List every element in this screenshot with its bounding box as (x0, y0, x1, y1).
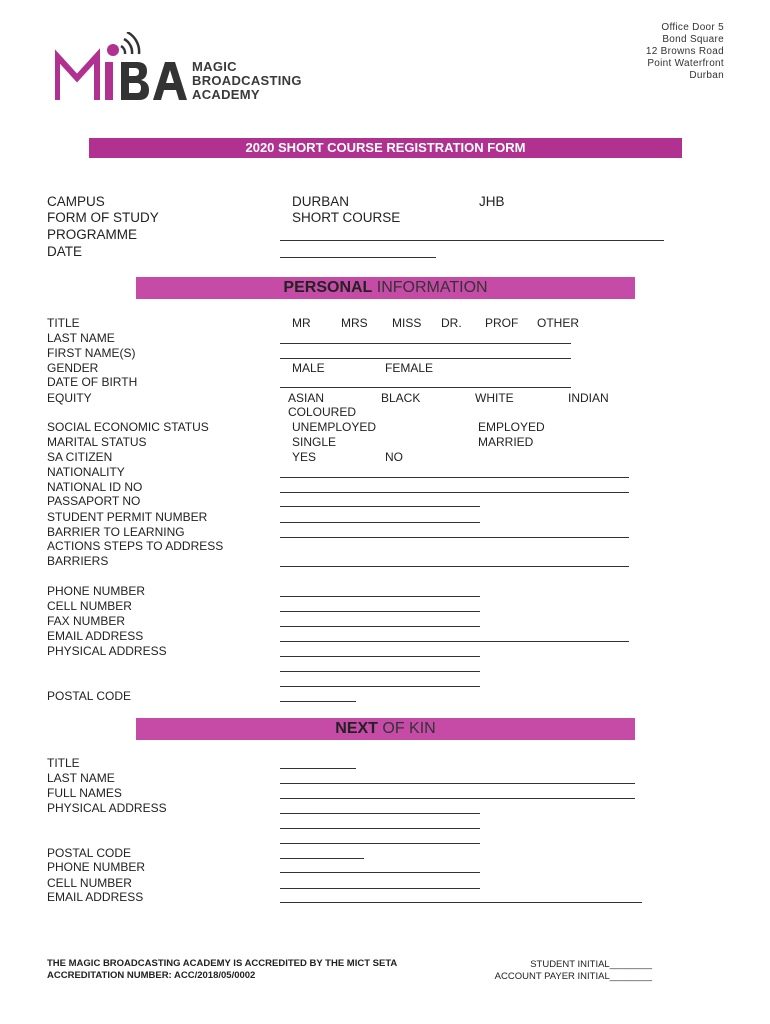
heading-bold: PERSONAL (283, 279, 373, 296)
form-title: 2020 SHORT COURSE REGISTRATION FORM (245, 140, 526, 155)
passport-field[interactable] (280, 506, 480, 507)
title-option-mr[interactable]: MR (292, 316, 311, 330)
address-line: Durban (689, 70, 724, 81)
passport-label: PASSAPORT NO (47, 494, 141, 508)
kin-cell-field[interactable] (280, 888, 480, 889)
campus-label: CAMPUS (47, 194, 105, 209)
gender-option-female[interactable]: FEMALE (385, 361, 434, 375)
nationality-field[interactable] (280, 477, 629, 478)
physical-address-label: PHYSICAL ADDRESS (47, 644, 167, 658)
last-name-label: LAST NAME (47, 331, 115, 345)
accreditation-statement: THE MAGIC BROADCASTING ACADEMY IS ACCREDITED BY THE MICT SETA (47, 958, 398, 969)
fax-field[interactable] (280, 626, 480, 627)
logo-word: ACADEMY (192, 87, 260, 102)
kin-postal-code-label: POSTAL CODE (47, 846, 132, 860)
title-option-mrs[interactable]: MRS (341, 316, 368, 330)
kin-email-label: EMAIL ADDRESS (47, 890, 144, 904)
kin-title-field[interactable] (280, 768, 356, 769)
kin-last-name-label: LAST NAME (47, 771, 115, 785)
accreditation-number: ACCREDITATION NUMBER: ACC/2018/05/0002 (47, 970, 256, 981)
kin-title-label: TITLE (47, 756, 80, 770)
marital-option-married[interactable]: MARRIED (478, 435, 534, 449)
academy-address (646, 22, 724, 82)
title-option-miss[interactable]: MISS (392, 316, 422, 330)
address-line: Point Waterfront (647, 58, 724, 69)
equity-option-indian[interactable]: INDIAN (568, 391, 609, 405)
dob-field[interactable] (280, 387, 571, 388)
nationality-label: NATIONALITY (47, 465, 125, 479)
citizen-option-no[interactable]: NO (385, 450, 403, 464)
barrier-field[interactable] (280, 537, 629, 538)
citizen-label: SA CITIZEN (47, 450, 113, 464)
physical-address-field-2[interactable] (280, 671, 480, 672)
logo-word: BROADCASTING (192, 73, 302, 88)
actions-field[interactable] (280, 566, 629, 567)
postal-code-label: POSTAL CODE (47, 689, 132, 703)
address-line: 12 Browns Road (645, 46, 724, 57)
next-of-kin-heading (136, 718, 635, 740)
citizen-option-yes[interactable]: YES (292, 450, 317, 464)
form-of-study-label: FORM OF STUDY (47, 210, 159, 225)
kin-last-name-field[interactable] (280, 783, 635, 784)
last-name-field[interactable] (280, 343, 571, 344)
logo-word: MAGIC (192, 59, 237, 74)
campus-option-durban[interactable]: DURBAN (292, 194, 350, 209)
kin-phone-field[interactable] (280, 872, 480, 873)
kin-postal-code-field[interactable] (280, 858, 364, 859)
student-initial[interactable]: STUDENT INITIAL________ (530, 959, 652, 970)
account-payer-initial[interactable]: ACCOUNT PAYER INITIAL________ (494, 971, 652, 982)
phone-label: PHONE NUMBER (47, 584, 146, 598)
address-line: Office Door 5 (661, 22, 724, 33)
email-field[interactable] (280, 641, 629, 642)
equity-option-coloured[interactable]: COLOURED (288, 405, 357, 419)
equity-label: EQUITY (47, 391, 92, 405)
marital-option-single[interactable]: SINGLE (292, 435, 337, 449)
programme-label: PROGRAMME (47, 227, 138, 242)
email-label: EMAIL ADDRESS (47, 629, 144, 643)
form-of-study-value: SHORT COURSE (292, 210, 401, 225)
kin-cell-label: CELL NUMBER (47, 876, 132, 890)
kin-full-names-field[interactable] (280, 798, 635, 799)
kin-email-field[interactable] (280, 902, 642, 903)
logo-wordmark (192, 60, 302, 102)
gender-label: GENDER (47, 361, 99, 375)
heading-rest: INFORMATION (372, 279, 488, 296)
form-title-bar (89, 138, 682, 158)
title-option-other[interactable]: OTHER (537, 316, 579, 330)
address-line: Bond Square (662, 34, 724, 45)
heading-bold: NEXT (335, 720, 378, 737)
permit-field[interactable] (280, 522, 480, 523)
date-label: DATE (47, 244, 83, 259)
personal-info-heading (136, 277, 635, 299)
national-id-field[interactable] (280, 492, 629, 493)
equity-option-asian[interactable]: ASIAN (288, 391, 325, 405)
date-field[interactable] (280, 257, 436, 258)
national-id-label: NATIONAL ID NO (47, 480, 143, 494)
equity-option-white[interactable]: WHITE (475, 391, 514, 405)
title-option-prof[interactable]: PROF (485, 316, 519, 330)
actions-label-cont: BARRIERS (47, 554, 109, 568)
kin-physical-address-field-2[interactable] (280, 828, 480, 829)
title-option-dr[interactable]: DR. (441, 316, 462, 330)
actions-label: ACTIONS STEPS TO ADDRESS (47, 539, 224, 553)
logo-mark-icon (55, 32, 195, 104)
kin-physical-address-field-1[interactable] (280, 813, 480, 814)
postal-code-field[interactable] (280, 701, 356, 702)
cell-field[interactable] (280, 611, 480, 612)
permit-label: STUDENT PERMIT NUMBER (47, 510, 208, 524)
ses-label: SOCIAL ECONOMIC STATUS (47, 420, 209, 434)
ses-option-employed[interactable]: EMPLOYED (478, 420, 545, 434)
campus-option-jhb[interactable]: JHB (479, 194, 505, 209)
marital-label: MARITAL STATUS (47, 435, 147, 449)
kin-full-names-label: FULL NAMES (47, 786, 122, 800)
physical-address-field-1[interactable] (280, 656, 480, 657)
dob-label: DATE OF BIRTH (47, 375, 138, 389)
first-names-label: FIRST NAME(S) (47, 346, 136, 360)
kin-physical-address-field-3[interactable] (280, 843, 480, 844)
kin-physical-address-label: PHYSICAL ADDRESS (47, 801, 167, 815)
heading-rest: OF KIN (377, 720, 436, 737)
gender-option-male[interactable]: MALE (292, 361, 325, 375)
cell-label: CELL NUMBER (47, 599, 132, 613)
phone-field[interactable] (280, 596, 480, 597)
title-label: TITLE (47, 316, 80, 330)
fax-label: FAX NUMBER (47, 614, 126, 628)
first-names-field[interactable] (280, 358, 571, 359)
ses-option-unemployed[interactable]: UNEMPLOYED (292, 420, 377, 434)
kin-phone-label: PHONE NUMBER (47, 860, 146, 874)
equity-option-black[interactable]: BLACK (381, 391, 421, 405)
barrier-label: BARRIER TO LEARNING (47, 525, 185, 539)
programme-field[interactable] (280, 240, 664, 241)
physical-address-field-3[interactable] (280, 686, 480, 687)
